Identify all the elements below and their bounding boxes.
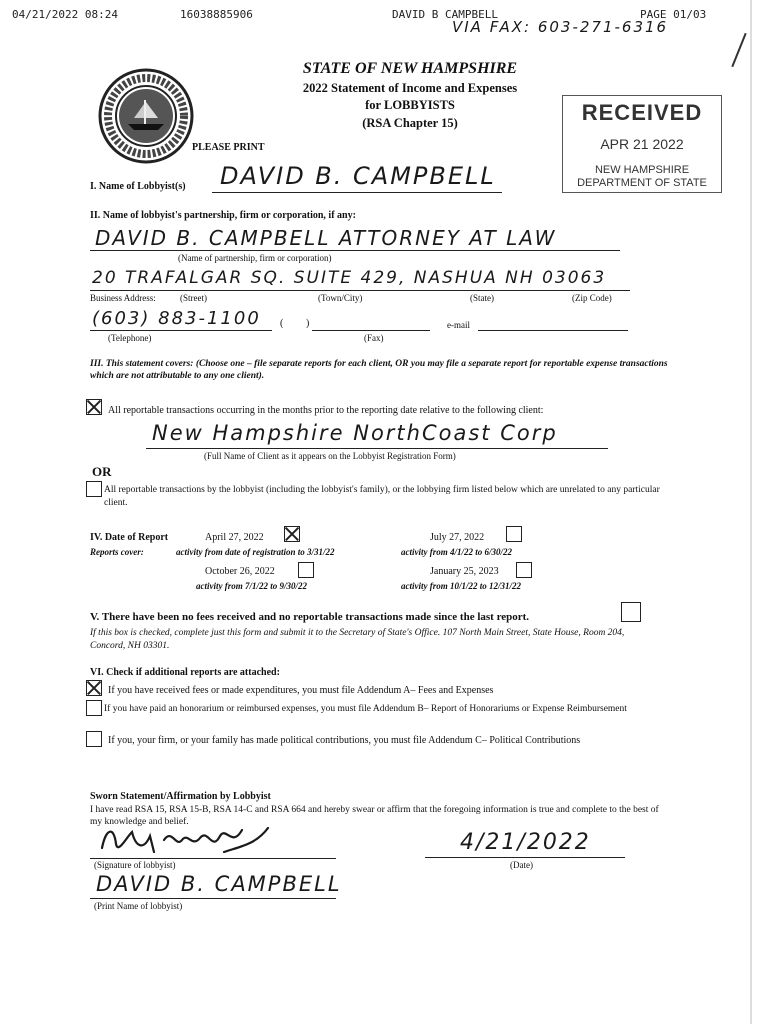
addendum-a-text: If you have received fees or made expenditures, you must file Addendum A– Fees and Expenses bbox=[108, 685, 494, 696]
addendum-c-text: If you, your firm, or your family has made political contributions, you must file Addendum C– Political Contributions bbox=[108, 735, 581, 746]
form-state-title: STATE OF NEW HAMPSHIRE bbox=[302, 60, 518, 77]
received-stamp bbox=[562, 95, 722, 193]
stamp-date: APR 21 2022 bbox=[600, 136, 684, 152]
via-fax-note: VIA FAX: 603-271-6316 bbox=[452, 18, 669, 36]
stamp-line1: NEW HAMPSHIRE bbox=[594, 164, 690, 176]
or-label: OR bbox=[92, 464, 112, 479]
date2-checkbox[interactable] bbox=[506, 526, 522, 542]
date3: October 26, 2022 bbox=[205, 566, 275, 577]
form-title-line1: 2022 Statement of Income and Expenses bbox=[302, 81, 518, 95]
firm-value: DAVID B. CAMPBELL ATTORNEY AT LAW bbox=[95, 226, 557, 250]
report-date-label: IV. Date of Report bbox=[90, 532, 169, 543]
client-value: New Hampshire NorthCoast Corp bbox=[152, 421, 558, 445]
date2-cover: activity from 4/1/22 to 6/30/22 bbox=[401, 547, 512, 557]
print-name-value: DAVID B. CAMPBELL bbox=[96, 872, 342, 896]
client-caption: (Full Name of Client as it appears on the Lobbyist Registration Form) bbox=[204, 451, 456, 461]
lobbyist-name-value: DAVID B. CAMPBELL bbox=[220, 162, 496, 190]
section6-label: VI. Check if additional reports are attached: bbox=[90, 667, 280, 678]
sworn-label: Sworn Statement/Affirmation by Lobbyist bbox=[90, 791, 271, 802]
date3-cover: activity from 7/1/22 to 9/30/22 bbox=[196, 581, 307, 591]
form-title-line3: (RSA Chapter 15) bbox=[362, 116, 458, 130]
phone-caption: (Telephone) bbox=[108, 333, 152, 343]
date4-cover: activity from 10/1/22 to 12/31/22 bbox=[401, 581, 521, 591]
sign-date-value: 4/21/2022 bbox=[460, 830, 591, 855]
date1: April 27, 2022 bbox=[205, 532, 264, 543]
section5-note: If this box is checked, complete just this form and submit it to the Secretary of State's Office. 107 North Main Street, State House, Room 204, Concord, NH 03301. bbox=[90, 628, 625, 651]
zip-caption: (Zip Code) bbox=[572, 293, 612, 303]
stamp-received: RECEIVED bbox=[581, 100, 703, 125]
street-caption: (Street) bbox=[180, 293, 207, 303]
option1-text: All reportable transactions occurring in the months prior to the reporting date relative to the following client: bbox=[108, 405, 544, 416]
addendum-a-checkbox[interactable] bbox=[86, 680, 102, 696]
option2-checkbox[interactable] bbox=[86, 481, 102, 497]
lobbyist-name-label: I. Name of Lobbyist(s) bbox=[90, 181, 186, 192]
reports-cover-label: Reports cover: bbox=[90, 547, 144, 557]
state-caption: (State) bbox=[470, 293, 494, 303]
state-seal-icon bbox=[98, 68, 194, 169]
date4: January 25, 2023 bbox=[430, 566, 499, 577]
scan-edge bbox=[750, 0, 752, 1024]
address-value: 20 TRAFALGAR SQ. SUITE 429, NASHUA NH 03063 bbox=[92, 268, 607, 288]
please-print: PLEASE PRINT bbox=[192, 142, 265, 153]
addendum-c-checkbox[interactable] bbox=[86, 731, 102, 747]
fax-datetime: 04/21/2022 08:24 bbox=[12, 8, 118, 21]
check-mark-icon bbox=[731, 33, 746, 67]
phone-value: (603) 883-1100 bbox=[92, 308, 261, 329]
firm-label: II. Name of lobbyist's partnership, firm or corporation, if any: bbox=[90, 210, 356, 221]
town-caption: (Town/City) bbox=[318, 293, 363, 303]
section5-label: V. There have been no fees received and no reportable transactions made since the last report. bbox=[90, 611, 530, 623]
no-fees-checkbox[interactable] bbox=[621, 602, 641, 622]
option1-checkbox[interactable] bbox=[86, 399, 102, 415]
date2: July 27, 2022 bbox=[430, 532, 485, 543]
address-label: Business Address: bbox=[90, 293, 156, 303]
print-name-caption: (Print Name of lobbyist) bbox=[94, 901, 183, 911]
firm-caption: (Name of partnership, firm or corporation) bbox=[178, 253, 332, 263]
addendum-b-checkbox[interactable] bbox=[86, 700, 102, 716]
fax-sender: DAVID B CAMPBELL bbox=[392, 8, 498, 21]
section3-label: III. This statement covers: (Choose one – file separate reports for each client, OR you may file a separate report for reportable expense transactions which are not attributable to any one client). bbox=[90, 359, 668, 381]
sworn-text: I have read RSA 15, RSA 15-B, RSA 14-C and RSA 664 and hereby swear or affirm that the foregoing information is true and complete to the best of my knowledge and belief. bbox=[90, 805, 659, 827]
sign-date-caption: (Date) bbox=[510, 860, 533, 870]
form-title-line2: for LOBBYISTS bbox=[365, 98, 455, 112]
fax-page: PAGE 01/03 bbox=[640, 8, 707, 21]
email-label: e-mail bbox=[447, 320, 470, 330]
fax-number: 16038885906 bbox=[180, 8, 253, 21]
date1-cover: activity from date of registration to 3/31/22 bbox=[176, 547, 335, 557]
addendum-b-text: If you have paid an honorarium or reimbursed expenses, you must file Addendum B– Report of Honorariums or Expense Reimbursement bbox=[104, 704, 627, 714]
stamp-line2: DEPARTMENT OF STATE bbox=[577, 177, 707, 189]
option2-text: All reportable transactions by the lobbyist (including the lobbyist's family), or the lobbying firm listed below which are unrelated to any particular client. bbox=[104, 485, 660, 508]
date4-checkbox[interactable] bbox=[516, 562, 532, 578]
date3-checkbox[interactable] bbox=[298, 562, 314, 578]
date1-checkbox[interactable] bbox=[284, 526, 300, 542]
signature-caption: (Signature of lobbyist) bbox=[94, 860, 176, 870]
fax-caption: (Fax) bbox=[364, 333, 384, 343]
